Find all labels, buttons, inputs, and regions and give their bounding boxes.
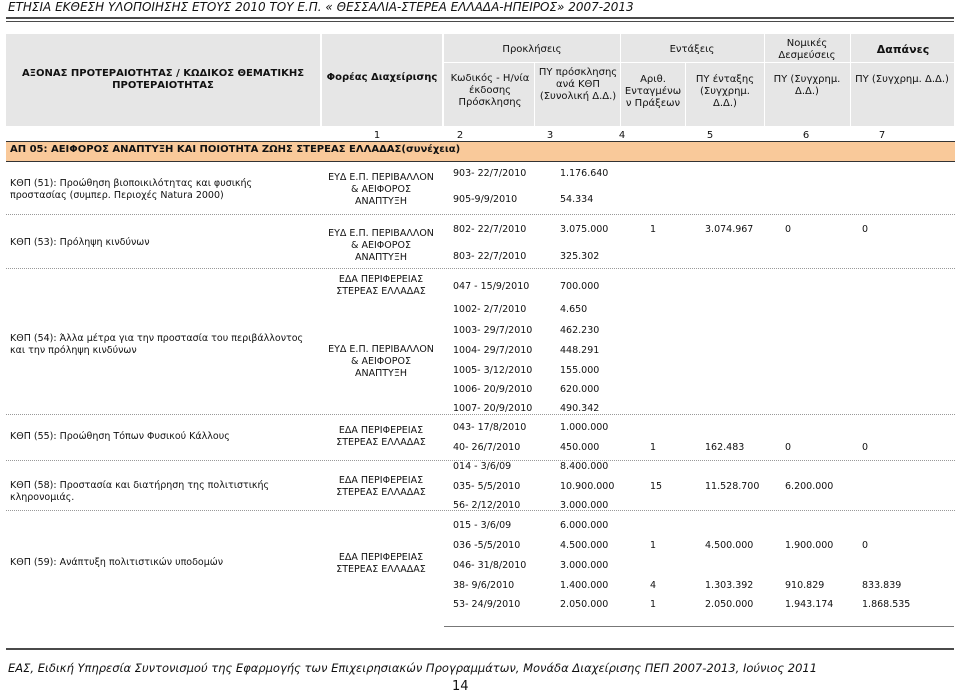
header-col3: Αριθ. Ενταγμένω ν Πράξεων xyxy=(624,74,682,109)
cell-incl: 2.050.000 xyxy=(705,599,754,610)
cell-legal: 0 xyxy=(785,442,792,453)
cell-budget: 4.650 xyxy=(560,304,588,315)
cell-call: 036 -5/5/2010 xyxy=(453,540,521,551)
cell-call: 53- 24/9/2010 xyxy=(453,599,521,610)
cell-incl: 11.528.700 xyxy=(705,481,760,492)
header-group-payments: Δαπάνες xyxy=(876,43,930,56)
cell-call: 047 - 15/9/2010 xyxy=(453,281,530,292)
cell-call: 802- 22/7/2010 xyxy=(453,224,527,235)
page-number: 14 xyxy=(452,679,469,694)
cell-budget: 6.000.000 xyxy=(560,520,609,531)
header-rule xyxy=(6,17,954,19)
cell-pay: 833.839 xyxy=(862,580,902,591)
column-number: 1 xyxy=(373,130,381,141)
header-group-legal: Νομικές Δεσμεύσεις xyxy=(778,38,836,61)
page-header: ΕΤΗΣΙΑ ΕΚΘΕΣΗ ΥΛΟΠΟΙΗΣΗΣ ΕΤΟΥΣ 2010 ΤΟΥ Ε.Π. « ΘΕΣΣΑΛΙΑ-ΣΤΕΡΕΑ ΕΛΛΑΔΑ-ΗΠΕΙΡΟΣ» 2007-2013 xyxy=(8,0,634,14)
header-col4: ΠΥ ένταξης (Συγχρημ. Δ.Δ.) xyxy=(695,74,755,109)
cell-budget: 3.000.000 xyxy=(560,500,609,511)
group-separator xyxy=(6,510,955,511)
cell-ops: 1 xyxy=(650,540,657,551)
cell-budget: 450.000 xyxy=(560,442,600,453)
agency-label: ΕΥΔ Ε.Π. ΠΕΡΙΒΑΛΛΟΝ & ΑΕΙΦΟΡΟΣ ΑΝΑΠΤΥΞΗ xyxy=(328,344,434,379)
cell-budget: 1.000.000 xyxy=(560,422,609,433)
cell-legal: 0 xyxy=(785,224,792,235)
group-separator xyxy=(6,268,955,269)
cell-legal: 910.829 xyxy=(785,580,825,591)
cell-ops: 4 xyxy=(650,580,657,591)
cell-call: 1002- 2/7/2010 xyxy=(453,304,527,315)
column-number: 6 xyxy=(802,130,810,141)
header-col1: Κωδικός - Η/νία έκδοσης Πρόσκλησης xyxy=(450,73,530,108)
cell-incl: 162.483 xyxy=(705,442,745,453)
theme-label-55: ΚΘΠ (55): Προώθηση Τόπων Φυσικού Κάλλους xyxy=(10,431,230,442)
cell-budget: 3.000.000 xyxy=(560,560,609,571)
cell-pay: 0 xyxy=(862,224,869,235)
theme-label-59: ΚΘΠ (59): Ανάπτυξη πολιτιστικών υποδομών xyxy=(10,557,224,568)
cell-call: 1003- 29/7/2010 xyxy=(453,325,533,336)
cell-ops: 1 xyxy=(650,599,657,610)
cell-call: 043- 17/8/2010 xyxy=(453,422,527,433)
group-separator xyxy=(6,414,955,415)
header-rule-thin xyxy=(6,21,954,22)
cell-ops: 1 xyxy=(650,224,657,235)
cell-budget: 700.000 xyxy=(560,281,600,292)
cell-incl: 4.500.000 xyxy=(705,540,754,551)
group-separator xyxy=(6,460,955,461)
theme-label-51: ΚΘΠ (51): Προώθηση βιοποικιλότητας και φυσικής προστασίας (συμπερ. Περιοχές Natura 2000) xyxy=(10,178,253,201)
cell-budget: 325.302 xyxy=(560,251,600,262)
cell-budget: 620.000 xyxy=(560,384,600,395)
cell-budget: 1.176.640 xyxy=(560,168,609,179)
header-group-inclusions: Εντάξεις xyxy=(669,44,715,55)
cell-call: 035- 5/5/2010 xyxy=(453,481,521,492)
cell-incl: 1.303.392 xyxy=(705,580,754,591)
cell-budget: 2.050.000 xyxy=(560,599,609,610)
header-agency: Φορέας Διαχείρισης xyxy=(326,72,438,83)
cell-call: 1007- 20/9/2010 xyxy=(453,403,533,414)
priority-axis-title: ΑΠ 05: ΑΕΙΦΟΡΟΣ ΑΝΑΠΤΥΞΗ ΚΑΙ ΠΟΙΟΤΗΤΑ ΖΩΗΣ ΣΤΕΡΕΑΣ ΕΛΛΑΔΑΣ(συνέχεια) xyxy=(10,144,461,155)
cell-budget: 8.400.000 xyxy=(560,461,609,472)
header-col2: ΠΥ πρόσκλησης ανά ΚΘΠ (Συνολική Δ.Δ.) xyxy=(538,67,618,102)
cell-budget: 10.900.000 xyxy=(560,481,615,492)
column-number: 4 xyxy=(618,130,626,141)
cell-budget: 462.230 xyxy=(560,325,600,336)
cell-ops: 1 xyxy=(650,442,657,453)
cell-budget: 3.075.000 xyxy=(560,224,609,235)
agency-label: ΕΥΔ Ε.Π. ΠΕΡΙΒΑΛΛΟΝ & ΑΕΙΦΟΡΟΣ ΑΝΑΠΤΥΞΗ xyxy=(328,228,434,263)
cell-call: 803- 22/7/2010 xyxy=(453,251,527,262)
header-axis: ΑΞΟΝΑΣ ΠΡΟΤΕΡΑΙΟΤΗΤΑΣ / ΚΩΔΙΚΟΣ ΘΕΜΑΤΙΚΗΣ ΠΡΟΤΕΡΑΙΟΤΗΤΑΣ xyxy=(21,68,305,91)
agency-label: ΕΔΑ ΠΕΡΙΦΕΡΕΙΑΣ ΣΤΕΡΕΑΣ ΕΛΛΑΔΑΣ xyxy=(336,425,426,448)
theme-label-58: ΚΘΠ (58): Προστασία και διατήρηση της πολιτιστικής κληρονομιάς. xyxy=(10,480,270,503)
column-number: 7 xyxy=(878,130,886,141)
cell-pay: 1.868.535 xyxy=(862,599,911,610)
cell-ops: 15 xyxy=(650,481,663,492)
cell-call: 014 - 3/6/09 xyxy=(453,461,512,472)
group-separator xyxy=(6,214,955,215)
agency-label: ΕΔΑ ΠΕΡΙΦΕΡΕΙΑΣ ΣΤΕΡΕΑΣ ΕΛΛΑΔΑΣ xyxy=(336,552,426,575)
cell-legal: 1.943.174 xyxy=(785,599,834,610)
cell-call: 903- 22/7/2010 xyxy=(453,168,527,179)
cell-pay: 0 xyxy=(862,442,869,453)
cell-budget: 54.334 xyxy=(560,194,594,205)
cell-call: 38- 9/6/2010 xyxy=(453,580,515,591)
cell-pay: 0 xyxy=(862,540,869,551)
column-number: 5 xyxy=(706,130,714,141)
cell-call: 40- 26/7/2010 xyxy=(453,442,521,453)
cell-incl: 3.074.967 xyxy=(705,224,754,235)
agency-label: ΕΔΑ ΠΕΡΙΦΕΡΕΙΑΣ ΣΤΕΡΕΑΣ ΕΛΛΑΔΑΣ xyxy=(336,274,426,297)
cell-budget: 4.500.000 xyxy=(560,540,609,551)
cell-call: 905-9/9/2010 xyxy=(453,194,518,205)
cell-call: 1005- 3/12/2010 xyxy=(453,365,533,376)
cell-budget: 155.000 xyxy=(560,365,600,376)
cell-call: 1004- 29/7/2010 xyxy=(453,345,533,356)
agency-label: ΕΥΔ Ε.Π. ΠΕΡΙΒΑΛΛΟΝ & ΑΕΙΦΟΡΟΣ ΑΝΑΠΤΥΞΗ xyxy=(328,172,434,207)
footer-rule xyxy=(6,648,954,650)
column-number: 3 xyxy=(546,130,554,141)
cell-budget: 448.291 xyxy=(560,345,600,356)
cell-call: 015 - 3/6/09 xyxy=(453,520,512,531)
cell-call: 1006- 20/9/2010 xyxy=(453,384,533,395)
header-group-calls: Προκλήσεις xyxy=(502,44,562,55)
theme-label-54: ΚΘΠ (54): Άλλα μέτρα για την προστασία του περιβάλλοντος και την πρόληψη κινδύνων xyxy=(10,333,304,356)
cell-budget: 1.400.000 xyxy=(560,580,609,591)
column-number: 2 xyxy=(456,130,464,141)
agency-label: ΕΔΑ ΠΕΡΙΦΕΡΕΙΑΣ ΣΤΕΡΕΑΣ ΕΛΛΑΔΑΣ xyxy=(336,475,426,498)
header-col5: ΠΥ (Συγχρημ. Δ.Δ.) xyxy=(773,74,841,97)
cell-call: 046- 31/8/2010 xyxy=(453,560,527,571)
header-col6: ΠΥ (Συγχρημ. Δ.Δ.) xyxy=(855,74,949,85)
page-footer: ΕΑΣ, Ειδική Υπηρεσία Συντονισμού της Εφαρμογής των Επιχειρησιακών Προγραμμάτων, Μονάδα Διαχείρισης ΠΕΠ 2007-2013, Ιούνιος 2011 xyxy=(8,661,818,675)
cell-budget: 490.342 xyxy=(560,403,600,414)
cell-legal: 6.200.000 xyxy=(785,481,834,492)
table-bottom-rule xyxy=(444,626,954,627)
cell-legal: 1.900.000 xyxy=(785,540,834,551)
theme-label-53: ΚΘΠ (53): Πρόληψη κινδύνων xyxy=(10,237,150,248)
cell-call: 56- 2/12/2010 xyxy=(453,500,521,511)
